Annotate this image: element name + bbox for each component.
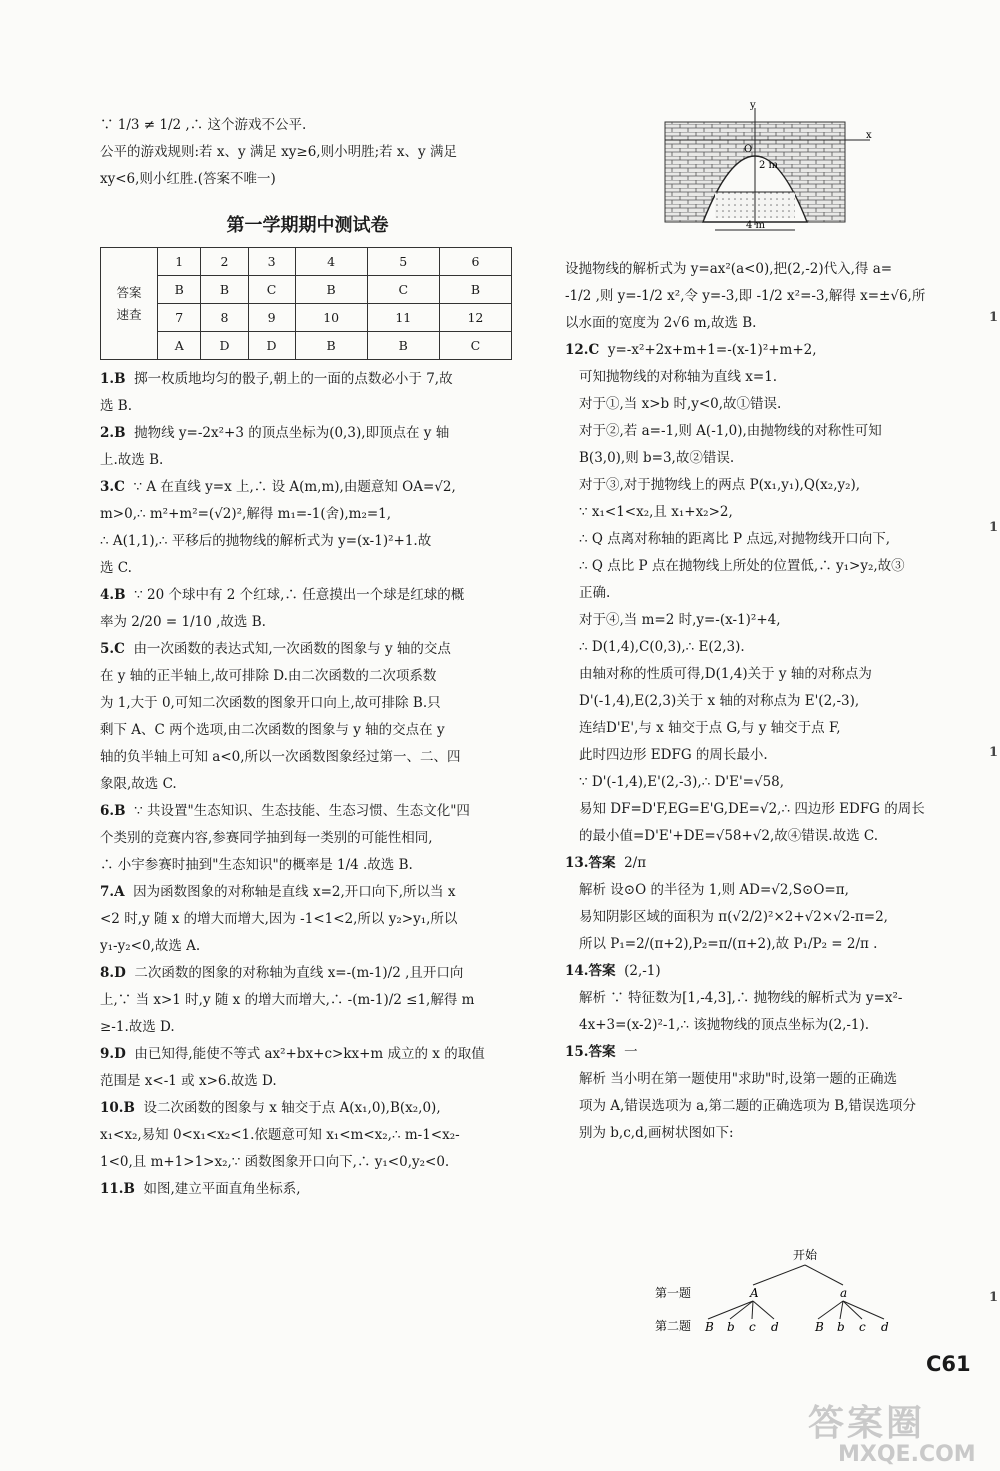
para-line: 设抛物线的解析式为 y=ax²(a<0),把(2,-2)代入,得 a= bbox=[565, 261, 893, 277]
item-number: 14.答案 bbox=[565, 963, 616, 979]
table-cell: D bbox=[201, 332, 248, 360]
item-answer: 一 bbox=[624, 1044, 638, 1060]
answer-line bbox=[100, 1122, 515, 1149]
item-number: 12.C bbox=[565, 342, 600, 358]
edge-mark: 1 bbox=[988, 520, 998, 535]
item-line: 解析 ∵ 特征数为[1,-4,3],∴ 抛物线的解析式为 y=x²- bbox=[579, 990, 903, 1006]
item-number: 5.C bbox=[100, 641, 125, 657]
edge-mark: 1 bbox=[988, 310, 998, 325]
answer-item bbox=[100, 420, 515, 447]
item-line: 正确. bbox=[579, 585, 611, 601]
intro-line: ∵ 1/3 ≠ 1/2 ,∴ 这个游戏不公平. bbox=[100, 117, 307, 133]
table-cell: 1 bbox=[158, 248, 201, 276]
item-14-head bbox=[565, 958, 965, 985]
item-line: 解析 设⊙O 的半径为 1,则 AD=√2,S⊙O=π, bbox=[579, 882, 849, 898]
tree-node: a bbox=[840, 1286, 848, 1300]
item-line: ∴ Q 点比 P 点在抛物线上所处的位置低,∴ y₁>y₂,故③ bbox=[579, 558, 905, 574]
item-text: 抛物线 y=-2x²+3 的顶点坐标为(0,3),即顶点在 y 轴 bbox=[134, 425, 450, 441]
item-number: 3.C bbox=[100, 479, 125, 495]
tree-branch bbox=[805, 1265, 843, 1285]
tree-node: b bbox=[727, 1320, 735, 1334]
table-cell: 10 bbox=[295, 304, 367, 332]
tree-branch bbox=[753, 1301, 774, 1319]
tree-row1-label: 第一题 bbox=[655, 1286, 692, 1300]
edge-mark: 1 bbox=[988, 745, 998, 760]
item-line: ∴ D(1,4),C(0,3),∴ E(2,3). bbox=[579, 639, 745, 655]
item-answer: 2/π bbox=[624, 855, 647, 871]
answer-item bbox=[100, 879, 515, 906]
edge-mark: 1 bbox=[988, 1290, 998, 1305]
origin-label: O bbox=[744, 144, 753, 155]
table-label bbox=[101, 248, 158, 360]
tree-branch bbox=[753, 1265, 805, 1285]
intro-line: 公平的游戏规则:若 x、y 满足 xy≥6,则小明胜;若 x、y 满足 bbox=[100, 144, 457, 160]
item-text: m>0,∴ m²+m²=(√2)²,解得 m₁=-1(舍),m₂=1, bbox=[100, 506, 392, 522]
left-answer-list bbox=[100, 366, 515, 1203]
answer-line bbox=[100, 528, 515, 555]
answer-line bbox=[100, 1014, 515, 1041]
answer-line bbox=[100, 744, 515, 771]
item-number: 8.D bbox=[100, 965, 126, 981]
answer-line bbox=[100, 501, 515, 528]
right-text bbox=[565, 256, 965, 1147]
item-12-head bbox=[565, 337, 965, 364]
answer-line bbox=[100, 771, 515, 798]
table-cell: 6 bbox=[439, 248, 511, 276]
watermark-logo-text: 答案圈 bbox=[808, 1403, 926, 1444]
answer-line bbox=[100, 717, 515, 744]
item-text: ∴ A(1,1),∴ 平移后的抛物线的解析式为 y=(x-1)²+1.故 bbox=[100, 533, 432, 549]
tree-node: b bbox=[837, 1320, 845, 1334]
item-text: ∴ 小宇参赛时抽到"生态知识"的概率是 1/4 .故选 B. bbox=[100, 857, 413, 873]
answer-item bbox=[100, 960, 515, 987]
item-number: 15.答案 bbox=[565, 1044, 616, 1060]
item-text: 象限,故选 C. bbox=[100, 776, 177, 792]
watermark-url: MXQE.COM bbox=[838, 1442, 976, 1467]
intro-line: xy<6,则小红胜.(答案不唯一) bbox=[100, 171, 276, 187]
table-cell: B bbox=[367, 332, 439, 360]
item-15-head bbox=[565, 1039, 965, 1066]
answer-line bbox=[100, 1149, 515, 1176]
answer-item bbox=[100, 474, 515, 501]
item-line: 所以 P₁=2/(π+2),P₂=π/(π+2),故 P₁/P₂ = 2/π . bbox=[579, 936, 878, 952]
item-line: 对于③,对于抛物线上的两点 P(x₁,y₁),Q(x₂,y₂), bbox=[579, 477, 861, 493]
table-cell: C bbox=[367, 276, 439, 304]
item-text: x₁<x₂,易知 0<x₁<x₂<1.依题意可知 x₁<m<x₂,∴ m-1<x₂- bbox=[100, 1127, 460, 1143]
item-text: 设二次函数的图象与 x 轴交于点 A(x₁,0),B(x₂,0), bbox=[143, 1100, 441, 1116]
item-line: 对于①,当 x>b 时,y<0,故①错误. bbox=[579, 396, 782, 412]
table-cell: B bbox=[201, 276, 248, 304]
answer-line bbox=[100, 663, 515, 690]
item-text: ≥-1.故选 D. bbox=[100, 1019, 175, 1035]
item-line: 对于④,当 m=2 时,y=-(x-1)²+4, bbox=[579, 612, 781, 628]
para-line: 以水面的宽度为 2√6 m,故选 B. bbox=[565, 315, 757, 331]
item-number: 10.B bbox=[100, 1100, 135, 1116]
item-line: 易知 DF=D'F,EG=E'G,DE=√2,∴ 四边形 EDFG 的周长 bbox=[579, 801, 925, 817]
answer-line bbox=[100, 852, 515, 879]
table-cell: C bbox=[248, 276, 295, 304]
item-number: 13.答案 bbox=[565, 855, 616, 871]
table-cell: 2 bbox=[201, 248, 248, 276]
item-line: D'(-1,4),E(2,3)关于 x 轴的对称点为 E'(2,-3), bbox=[579, 693, 860, 709]
item-line: 此时四边形 EDFG 的周长最小. bbox=[579, 747, 768, 763]
item-text: 掷一枚质地均匀的骰子,朝上的一面的点数必小于 7,故 bbox=[134, 371, 453, 387]
arch-figure bbox=[660, 100, 920, 240]
answer-line bbox=[100, 933, 515, 960]
answer-item bbox=[100, 636, 515, 663]
table-cell: 4 bbox=[295, 248, 367, 276]
answer-item bbox=[100, 798, 515, 825]
table-cell: 7 bbox=[158, 304, 201, 332]
tree-branch bbox=[818, 1301, 843, 1319]
answer-line bbox=[100, 447, 515, 474]
item-text: <2 时,y 随 x 的增大而增大,因为 -1<1<2,所以 y₂>y₁,所以 bbox=[100, 911, 458, 927]
item-13-head bbox=[565, 850, 965, 877]
item-text: 率为 2/20 = 1/10 ,故选 B. bbox=[100, 614, 266, 630]
item-number: 11.B bbox=[100, 1181, 135, 1197]
x-axis-label: x bbox=[866, 130, 872, 141]
height-label: 2 m bbox=[759, 160, 779, 171]
tree-branch bbox=[730, 1301, 753, 1319]
tree-branch bbox=[843, 1301, 884, 1319]
item-text: 选 C. bbox=[100, 560, 132, 576]
item-number: 1.B bbox=[100, 371, 126, 387]
item-text: 二次函数的图象的对称轴为直线 x=-(m-1)/2 ,且开口向 bbox=[134, 965, 464, 981]
item-text: ∵ 共设置"生态知识、生态技能、生态习惯、生态文化"四 bbox=[134, 803, 470, 819]
answer-item bbox=[100, 1041, 515, 1068]
item-line: 可知抛物线的对称轴为直线 x=1. bbox=[579, 369, 778, 385]
watermark bbox=[808, 1405, 976, 1467]
answer-item bbox=[100, 1176, 515, 1203]
table-cell: B bbox=[295, 332, 367, 360]
item-text: 1<0,且 m+1>1>x₂,∵ 函数图象开口向下,∴ y₁<0,y₂<0. bbox=[100, 1154, 450, 1170]
item-text: 因为函数图象的对称轴是直线 x=2,开口向下,所以当 x bbox=[133, 884, 456, 900]
table-cell: C bbox=[439, 332, 511, 360]
left-column bbox=[100, 112, 515, 1203]
tree-branch bbox=[752, 1301, 753, 1319]
table-cell: B bbox=[158, 276, 201, 304]
item-line: 由轴对称的性质可得,D(1,4)关于 y 轴的对称点为 bbox=[579, 666, 872, 682]
tree-node: B bbox=[705, 1320, 714, 1334]
tree-node: d bbox=[771, 1320, 779, 1334]
tree-node: d bbox=[881, 1320, 889, 1334]
table-cell: 8 bbox=[201, 304, 248, 332]
table-cell: 12 bbox=[439, 304, 511, 332]
answer-line bbox=[100, 987, 515, 1014]
answer-line bbox=[100, 690, 515, 717]
page-number: C61 bbox=[926, 1352, 971, 1376]
answer-line bbox=[100, 555, 515, 582]
item-line: ∵ x₁<1<x₂,且 x₁+x₂>2, bbox=[579, 504, 733, 520]
tree-node: c bbox=[859, 1320, 866, 1334]
tree-start: 开始 bbox=[793, 1248, 818, 1262]
table-cell: B bbox=[295, 276, 367, 304]
item-text: 范围是 x<-1 或 x>6.故选 D. bbox=[100, 1073, 277, 1089]
width-label: 4 m bbox=[746, 220, 766, 231]
tree-row2-label: 第二题 bbox=[655, 1319, 692, 1333]
item-line: y=-x²+2x+m+1=-(x-1)²+m+2, bbox=[607, 342, 817, 358]
item-text: 选 B. bbox=[100, 398, 133, 414]
item-text: 剩下 A、C 两个选项,由二次函数的图象与 y 轴的交点在 y bbox=[100, 722, 445, 738]
item-text: 由一次函数的表达式知,一次函数的图象与 y 轴的交点 bbox=[133, 641, 451, 657]
table-cell: B bbox=[439, 276, 511, 304]
item-number: 2.B bbox=[100, 425, 126, 441]
item-text: 轴的负半轴上可知 a<0,所以一次函数图象经过第一、二、四 bbox=[100, 749, 461, 765]
item-text: 由已知得,能使不等式 ax²+bx+c>kx+m 成立的 x 的取值 bbox=[134, 1046, 485, 1062]
item-answer: (2,-1) bbox=[624, 963, 661, 979]
answer-line bbox=[100, 906, 515, 933]
item-line: ∴ Q 点离对称轴的距离比 P 点远,对抛物线开口向下, bbox=[579, 531, 890, 547]
item-text: ∵ A 在直线 y=x 上,∴ 设 A(m,m),由题意知 OA=√2, bbox=[133, 479, 456, 495]
item-text: 为 1,大于 0,可知二次函数的图象开口向上,故可排除 B.只 bbox=[100, 695, 441, 711]
item-12-body bbox=[565, 364, 965, 850]
item-line: ∵ D'(-1,4),E'(2,-3),∴ D'E'=√58, bbox=[579, 774, 785, 790]
answer-item bbox=[100, 1095, 515, 1122]
table-cell: 11 bbox=[367, 304, 439, 332]
item-line: 的最小值=D'E'+DE=√58+√2,故④错误.故选 C. bbox=[579, 828, 879, 844]
item-line: 4x+3=(x-2)²-1,∴ 该抛物线的顶点坐标为(2,-1). bbox=[579, 1017, 870, 1033]
item-text: 上,∵ 当 x>1 时,y 随 x 的增大而增大,∴ -(m-1)/2 ≤1,解得 m bbox=[100, 992, 475, 1008]
item-text: y₁-y₂<0,故选 A. bbox=[100, 938, 201, 954]
item-number: 7.A bbox=[100, 884, 125, 900]
item-line: 别为 b,c,d,画树状图如下: bbox=[579, 1125, 734, 1141]
table-cell: 5 bbox=[367, 248, 439, 276]
item-text: ∵ 20 个球中有 2 个红球,∴ 任意摸出一个球是红球的概 bbox=[134, 587, 465, 603]
tree-node: A bbox=[750, 1286, 759, 1300]
item-line: B(3,0),则 b=3,故②错误. bbox=[579, 450, 735, 466]
item-text: 在 y 轴的正半轴上,故可排除 D.由二次函数的二次项系数 bbox=[100, 668, 437, 684]
answer-table bbox=[100, 247, 512, 360]
item-line: 解析 当小明在第一题使用"求助"时,设第一题的正确选 bbox=[579, 1071, 898, 1087]
tree-node: c bbox=[749, 1320, 756, 1334]
section-title: 第一学期期中测试卷 bbox=[226, 215, 389, 236]
tree-node: B bbox=[815, 1320, 824, 1334]
tree-branch bbox=[708, 1301, 753, 1319]
para-line: -1/2 ,则 y=-1/2 x²,令 y=-3,即 -1/2 x²=-3,解得 x=±√6,所 bbox=[565, 288, 926, 304]
item-line: 项为 A,错误选项为 a,第二题的正确选项为 B,错误选项分 bbox=[579, 1098, 916, 1114]
y-axis-label: y bbox=[750, 100, 756, 111]
answer-line bbox=[100, 825, 515, 852]
table-cell: 9 bbox=[248, 304, 295, 332]
answer-item bbox=[100, 366, 515, 393]
table-label-bottom: 速查 bbox=[116, 306, 142, 322]
item-number: 4.B bbox=[100, 587, 126, 603]
item-line: 易知阴影区域的面积为 π(√2/2)²×2+√2×√2-π=2, bbox=[579, 909, 888, 925]
table-cell: D bbox=[248, 332, 295, 360]
table-label-top: 答案 bbox=[116, 284, 142, 300]
tree-branch bbox=[840, 1301, 843, 1319]
answer-line bbox=[100, 609, 515, 636]
table-cell: 3 bbox=[248, 248, 295, 276]
answer-line bbox=[100, 1068, 515, 1095]
item-text: 个类别的竞赛内容,参赛同学抽到每一类别的可能性相同, bbox=[100, 830, 433, 846]
answer-item bbox=[100, 582, 515, 609]
item-number: 6.B bbox=[100, 803, 126, 819]
item-text: 如图,建立平面直角坐标系, bbox=[143, 1181, 301, 1197]
answer-line bbox=[100, 393, 515, 420]
tree-branch bbox=[843, 1301, 862, 1319]
item-number: 9.D bbox=[100, 1046, 126, 1062]
item-text: 上.故选 B. bbox=[100, 452, 164, 468]
item-line: 连结D'E',与 x 轴交于点 G,与 y 轴交于点 F, bbox=[579, 720, 841, 736]
table-cell: A bbox=[158, 332, 201, 360]
item-line: 对于②,若 a=-1,则 A(-1,0),由抛物线的对称性可知 bbox=[579, 423, 882, 439]
tree-diagram bbox=[645, 1245, 975, 1345]
